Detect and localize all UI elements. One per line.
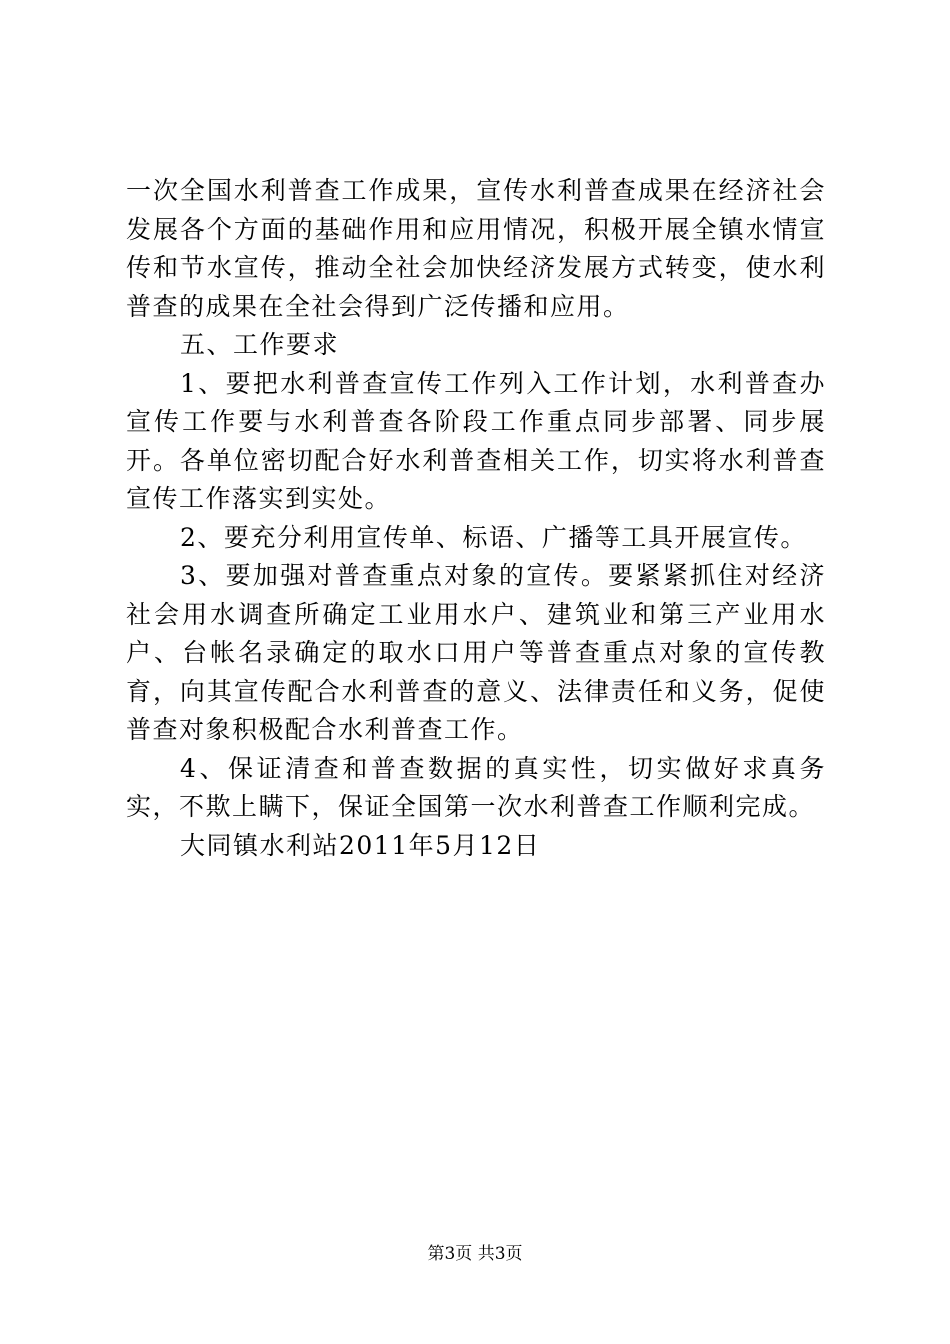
paragraph-continuation: 一次全国水利普查工作成果，宣传水利普查成果在经济社会发展各个方面的基础作用和应用情况，积极开展全镇水情宣传和节水宣传，推动全社会加快经济发展方式转变，使水利普查的成果在全社会得到广泛传播和应用。 bbox=[126, 176, 826, 321]
requirement-item-2: 2、要充分利用宣传单、标语、广播等工具开展宣传。 bbox=[180, 522, 807, 552]
requirement-item-3: 3、要加强对普查重点对象的宣传。要紧紧抓住对经济社会用水调查所确定工业用水户、建筑业和第三产业用水户、台帐名录确定的取水口用户等普查重点对象的宣传教育，向其宣传配合水利普查的意义、法律责任和义务，促使普查对象积极配合水利普查工作。 bbox=[126, 561, 826, 744]
signature-date-line: 大同镇水利站2011年5月12日 bbox=[180, 830, 541, 860]
section-heading-work-requirements: 五、工作要求 bbox=[180, 330, 340, 359]
page-number-indicator: 第3页 共3页 bbox=[427, 1244, 523, 1264]
requirement-item-4: 4、保证清查和普查数据的真实性，切实做好求真务实，不欺上瞒下，保证全国第一次水利普查工作顺利完成。 bbox=[126, 753, 826, 821]
page-footer bbox=[0, 1242, 950, 1266]
document-body bbox=[126, 172, 826, 865]
requirement-item-1: 1、要把水利普查宣传工作列入工作计划，水利普查办宣传工作要与水利普查各阶段工作重点同步部署、同步展开。各单位密切配合好水利普查相关工作，切实将水利普查宣传工作落实到实处。 bbox=[126, 368, 826, 513]
